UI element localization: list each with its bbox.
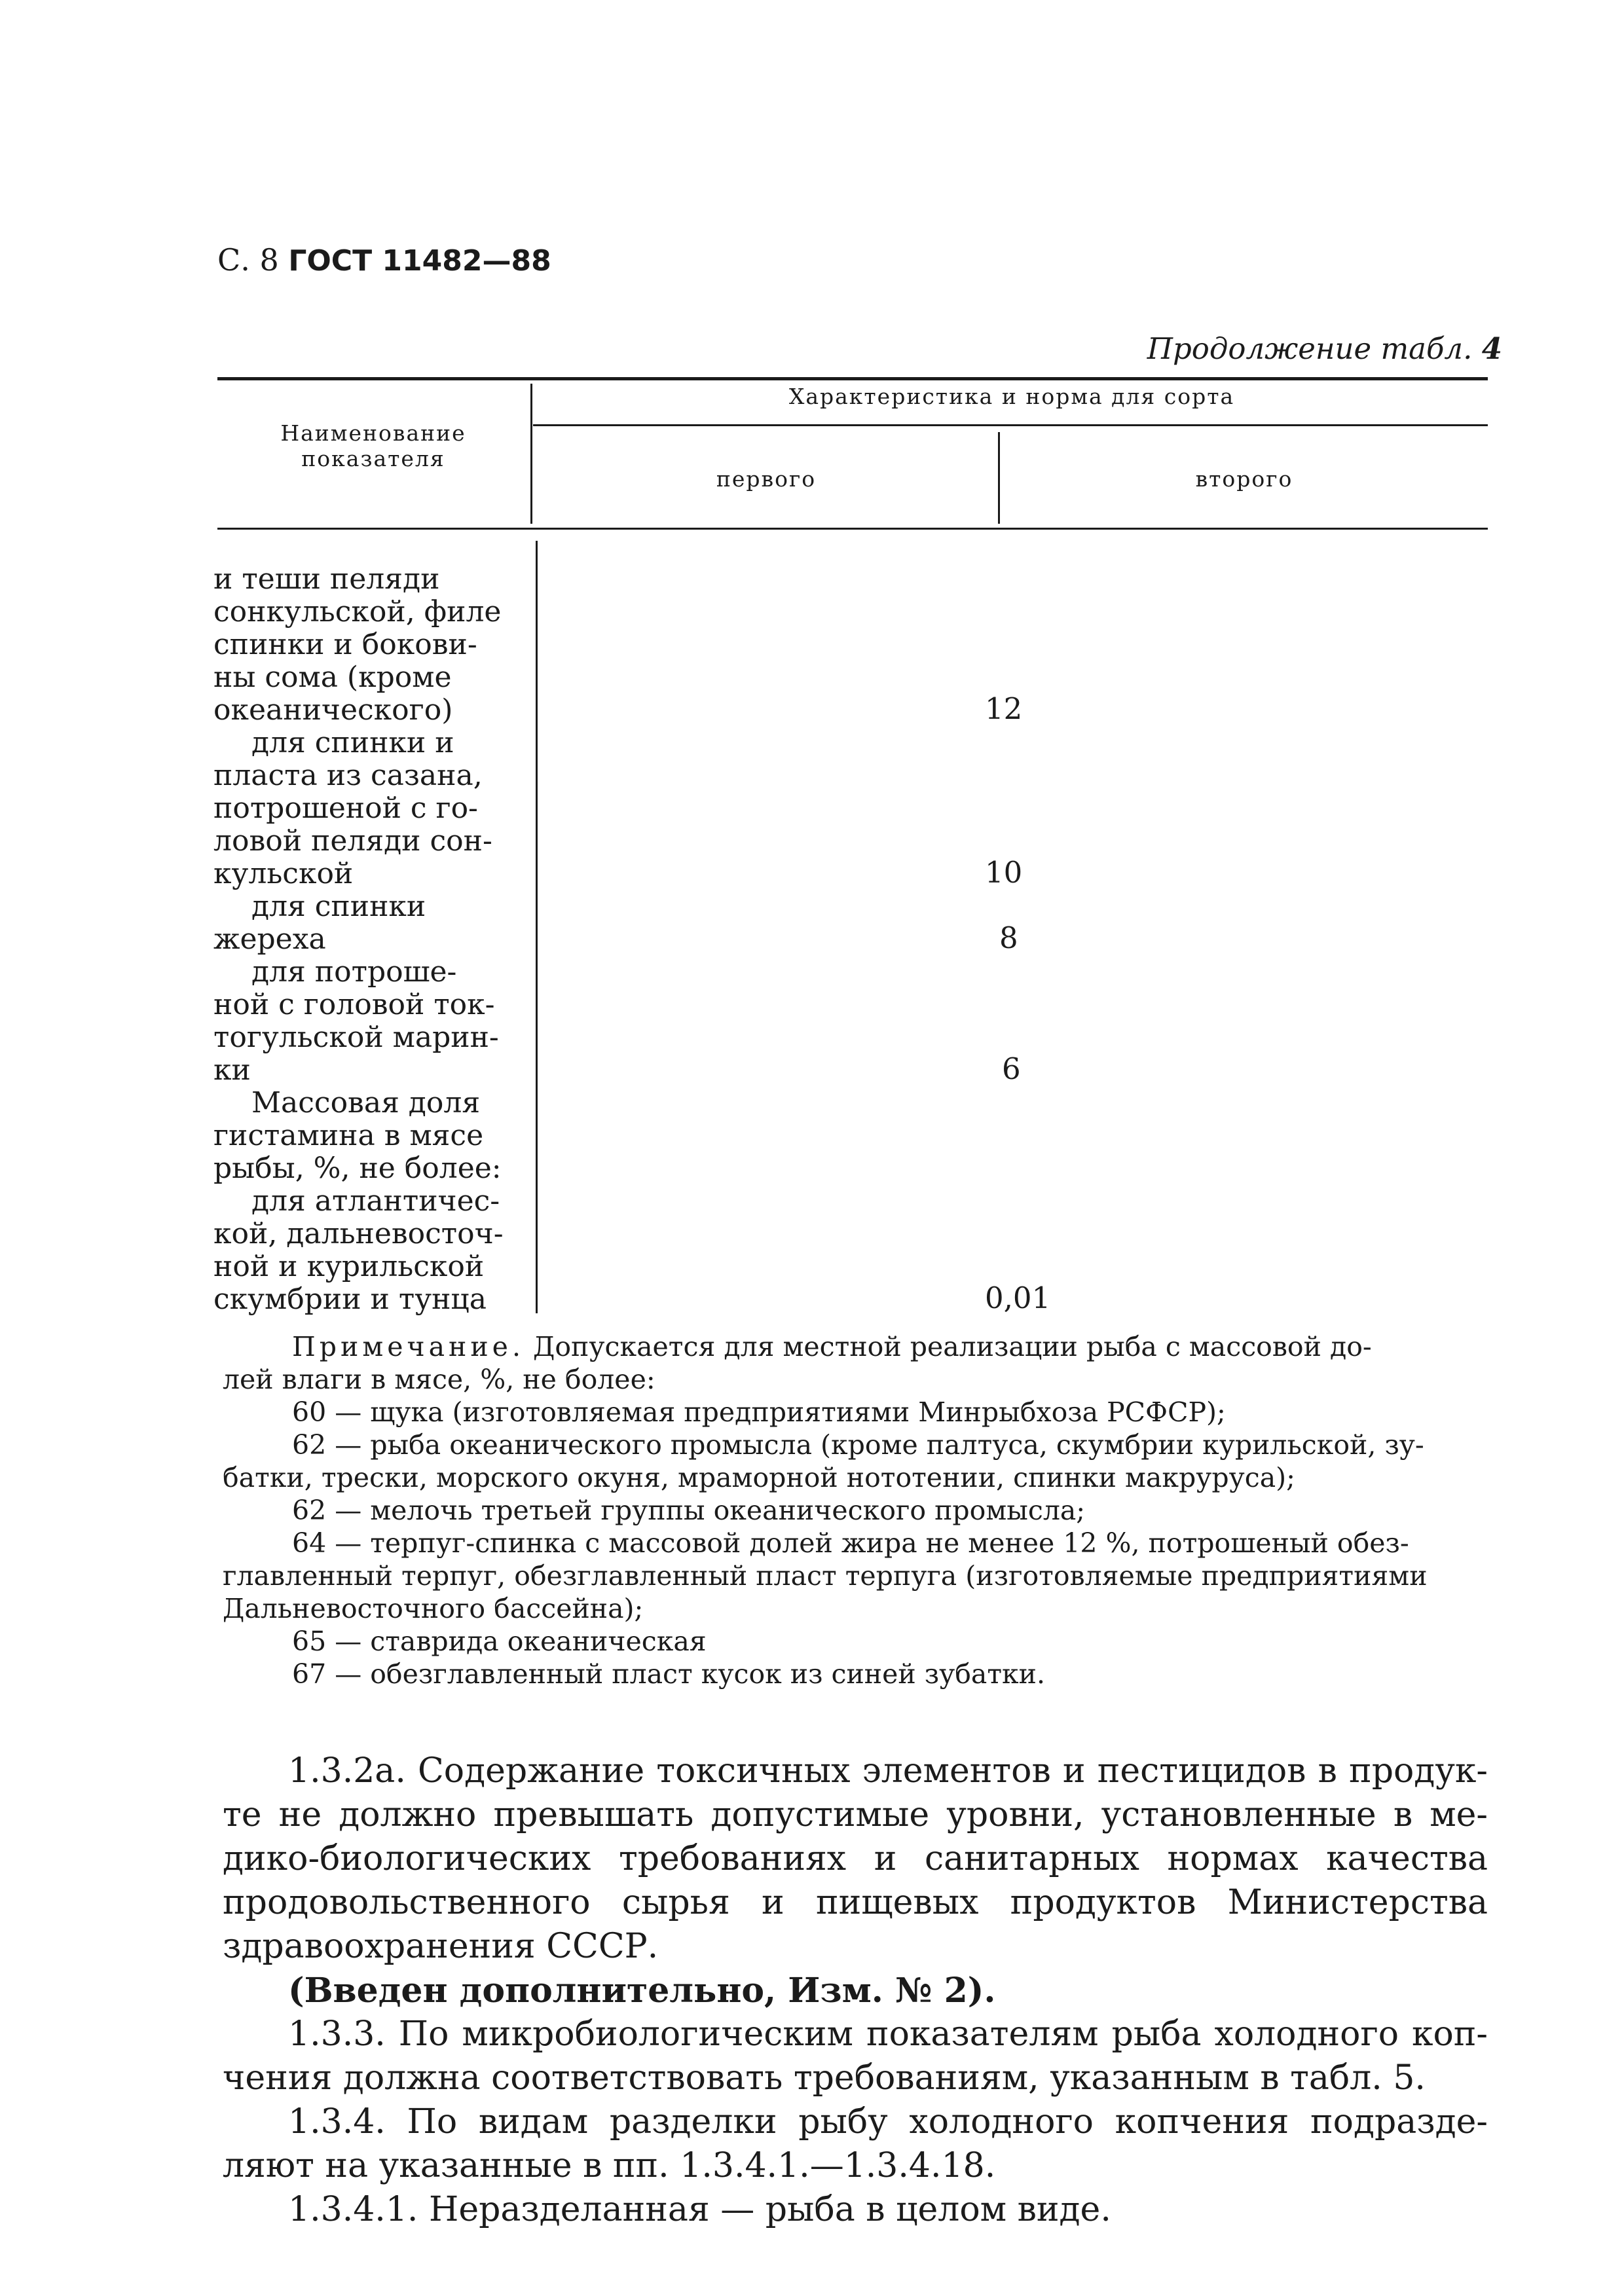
group-header-rule — [533, 424, 1488, 426]
column-header-second: второго — [1195, 466, 1293, 492]
table-cell-line: Массовая доля — [251, 1086, 481, 1120]
table-cell-line: для потроше- — [251, 955, 457, 989]
note-line: 64 — терпуг-спинка с массовой долей жира не менее 12 %, потрошеный обез- — [292, 1527, 1409, 1559]
paragraph-1-3-4-line: 1.3.4. По видам разделки рыбу холодного копчения подразде- — [288, 2102, 1488, 2141]
amendment-note: (Введен дополнительно, Изм. № 2). — [288, 1971, 996, 2011]
note-line: 62 — рыба океанического промысла (кроме палтуса, скумбрии курильской, зу- — [292, 1429, 1424, 1461]
table-value: 8 — [999, 920, 1018, 955]
table-cell-line: жереха — [213, 922, 326, 956]
table-cell-line: ной и курильской — [213, 1250, 485, 1283]
table-continuation-label — [1147, 331, 1502, 366]
note-line: 65 — ставрида океаническая — [292, 1626, 707, 1657]
table-value: 0,01 — [985, 1281, 1051, 1315]
table-cell-line: для атлантичес- — [251, 1184, 500, 1218]
table-value: 10 — [985, 855, 1023, 890]
note-line: Дальневосточного бассейна); — [223, 1593, 644, 1624]
note-line: батки, трески, морского окуня, мраморной нототении, спинки макруруса); — [223, 1462, 1295, 1493]
column-group-header: Характеристика и норма для сорта — [788, 384, 1235, 409]
table-cell-line: пласта из сазана, — [213, 759, 483, 792]
paragraph-1-3-4-1: 1.3.4.1. Неразделанная — рыба в целом виде. — [288, 2190, 1111, 2229]
body-column-divider — [536, 541, 538, 1313]
table-cell-line: потрошеной с го- — [213, 792, 478, 825]
table-value: 6 — [1002, 1051, 1021, 1086]
body-text — [223, 1749, 1488, 2232]
table-cell-line: и теши пеляди — [213, 562, 440, 596]
note-line: лей влаги в мясе, %, не более: — [223, 1364, 655, 1395]
continuation-text: Продолжение табл. — [1147, 331, 1473, 366]
table-cell-line: кой, дальневосточ- — [213, 1217, 504, 1250]
table-cell-line: спинки и бокови- — [213, 628, 477, 661]
note-label: Примечание. — [292, 1331, 525, 1362]
paragraph-1-3-2a-line: 1.3.2а. Содержание токсичных элементов и пестицидов в продук- — [288, 1751, 1488, 1791]
table-cell-line: гистамина в мясе — [213, 1119, 484, 1152]
table-cell-line: для спинки и — [251, 726, 454, 759]
paragraph-1-3-2a-line: продовольственного сырья и пищевых продуктов Министерства — [223, 1883, 1488, 1922]
column-header-first: первого — [716, 466, 817, 492]
table-cell-line: ки — [213, 1053, 251, 1087]
paragraph-1-3-2a-line: дико-биологических требованиях и санитарных нормах качества — [223, 1839, 1488, 1878]
paragraph-1-3-3-line: 1.3.3. По микробиологическим показателям рыба холодного коп- — [288, 2014, 1488, 2054]
note-line: 60 — щука (изготовляемая предприятиями Минрыбхоза РСФСР); — [292, 1396, 1226, 1428]
table-cell-line: ловой пеляди сон- — [213, 824, 492, 858]
table-cell-line: для спинки — [251, 890, 426, 923]
table-header-bottom-rule — [217, 528, 1488, 530]
paragraph-1-3-3-line: чения должна соответствовать требованиям, указанным в табл. 5. — [223, 2058, 1426, 2098]
standard-number: ГОСТ 11482—88 — [288, 244, 551, 278]
table-cell-line: тогульской марин- — [213, 1021, 499, 1054]
table-note — [223, 1330, 1488, 1690]
table-top-rule — [217, 377, 1488, 380]
column-header-name-line: Наименование — [280, 420, 466, 446]
note-line: 67 — обезглавленный пласт кусок из синей зубатки. — [292, 1658, 1046, 1690]
table-cell-line: сонкульской, филе — [213, 595, 502, 629]
header-divider-middle — [998, 432, 1000, 524]
table-cell-line: скумбрии и тунца — [213, 1283, 487, 1316]
paragraph-1-3-2a-line: те не должно превышать допустимые уровни, установленные в ме- — [223, 1795, 1488, 1834]
table-value: 12 — [985, 691, 1023, 726]
page-label: С. 8 — [217, 242, 279, 278]
table-cell-line: ны сома (кроме — [213, 661, 452, 694]
table-number: 4 — [1481, 331, 1502, 366]
table-cell-line: ной с головой ток- — [213, 988, 495, 1021]
note-line: 62 — мелочь третьей группы океанического промысла; — [292, 1495, 1086, 1526]
column-header-name — [223, 420, 524, 471]
header-divider-left — [530, 384, 532, 524]
note-line: Допускается для местной реализации рыба с массовой до- — [533, 1331, 1372, 1362]
table-cell-line: рыбы, %, не более: — [213, 1152, 502, 1185]
column-header-name-line: показателя — [301, 446, 445, 471]
paragraph-1-3-2a-line: здравоохранения СССР. — [223, 1927, 659, 1966]
table-cell-line: кульской — [213, 857, 354, 890]
page-header — [217, 242, 551, 278]
table-cell-line: океанического) — [213, 693, 453, 727]
table-indicator-column — [213, 563, 521, 1316]
paragraph-1-3-4-line: ляют на указанные в пп. 1.3.4.1.—1.3.4.18. — [223, 2146, 996, 2185]
note-line: главленный терпуг, обезглавленный пласт терпуга (изготовляемые предприятиями — [223, 1560, 1428, 1592]
